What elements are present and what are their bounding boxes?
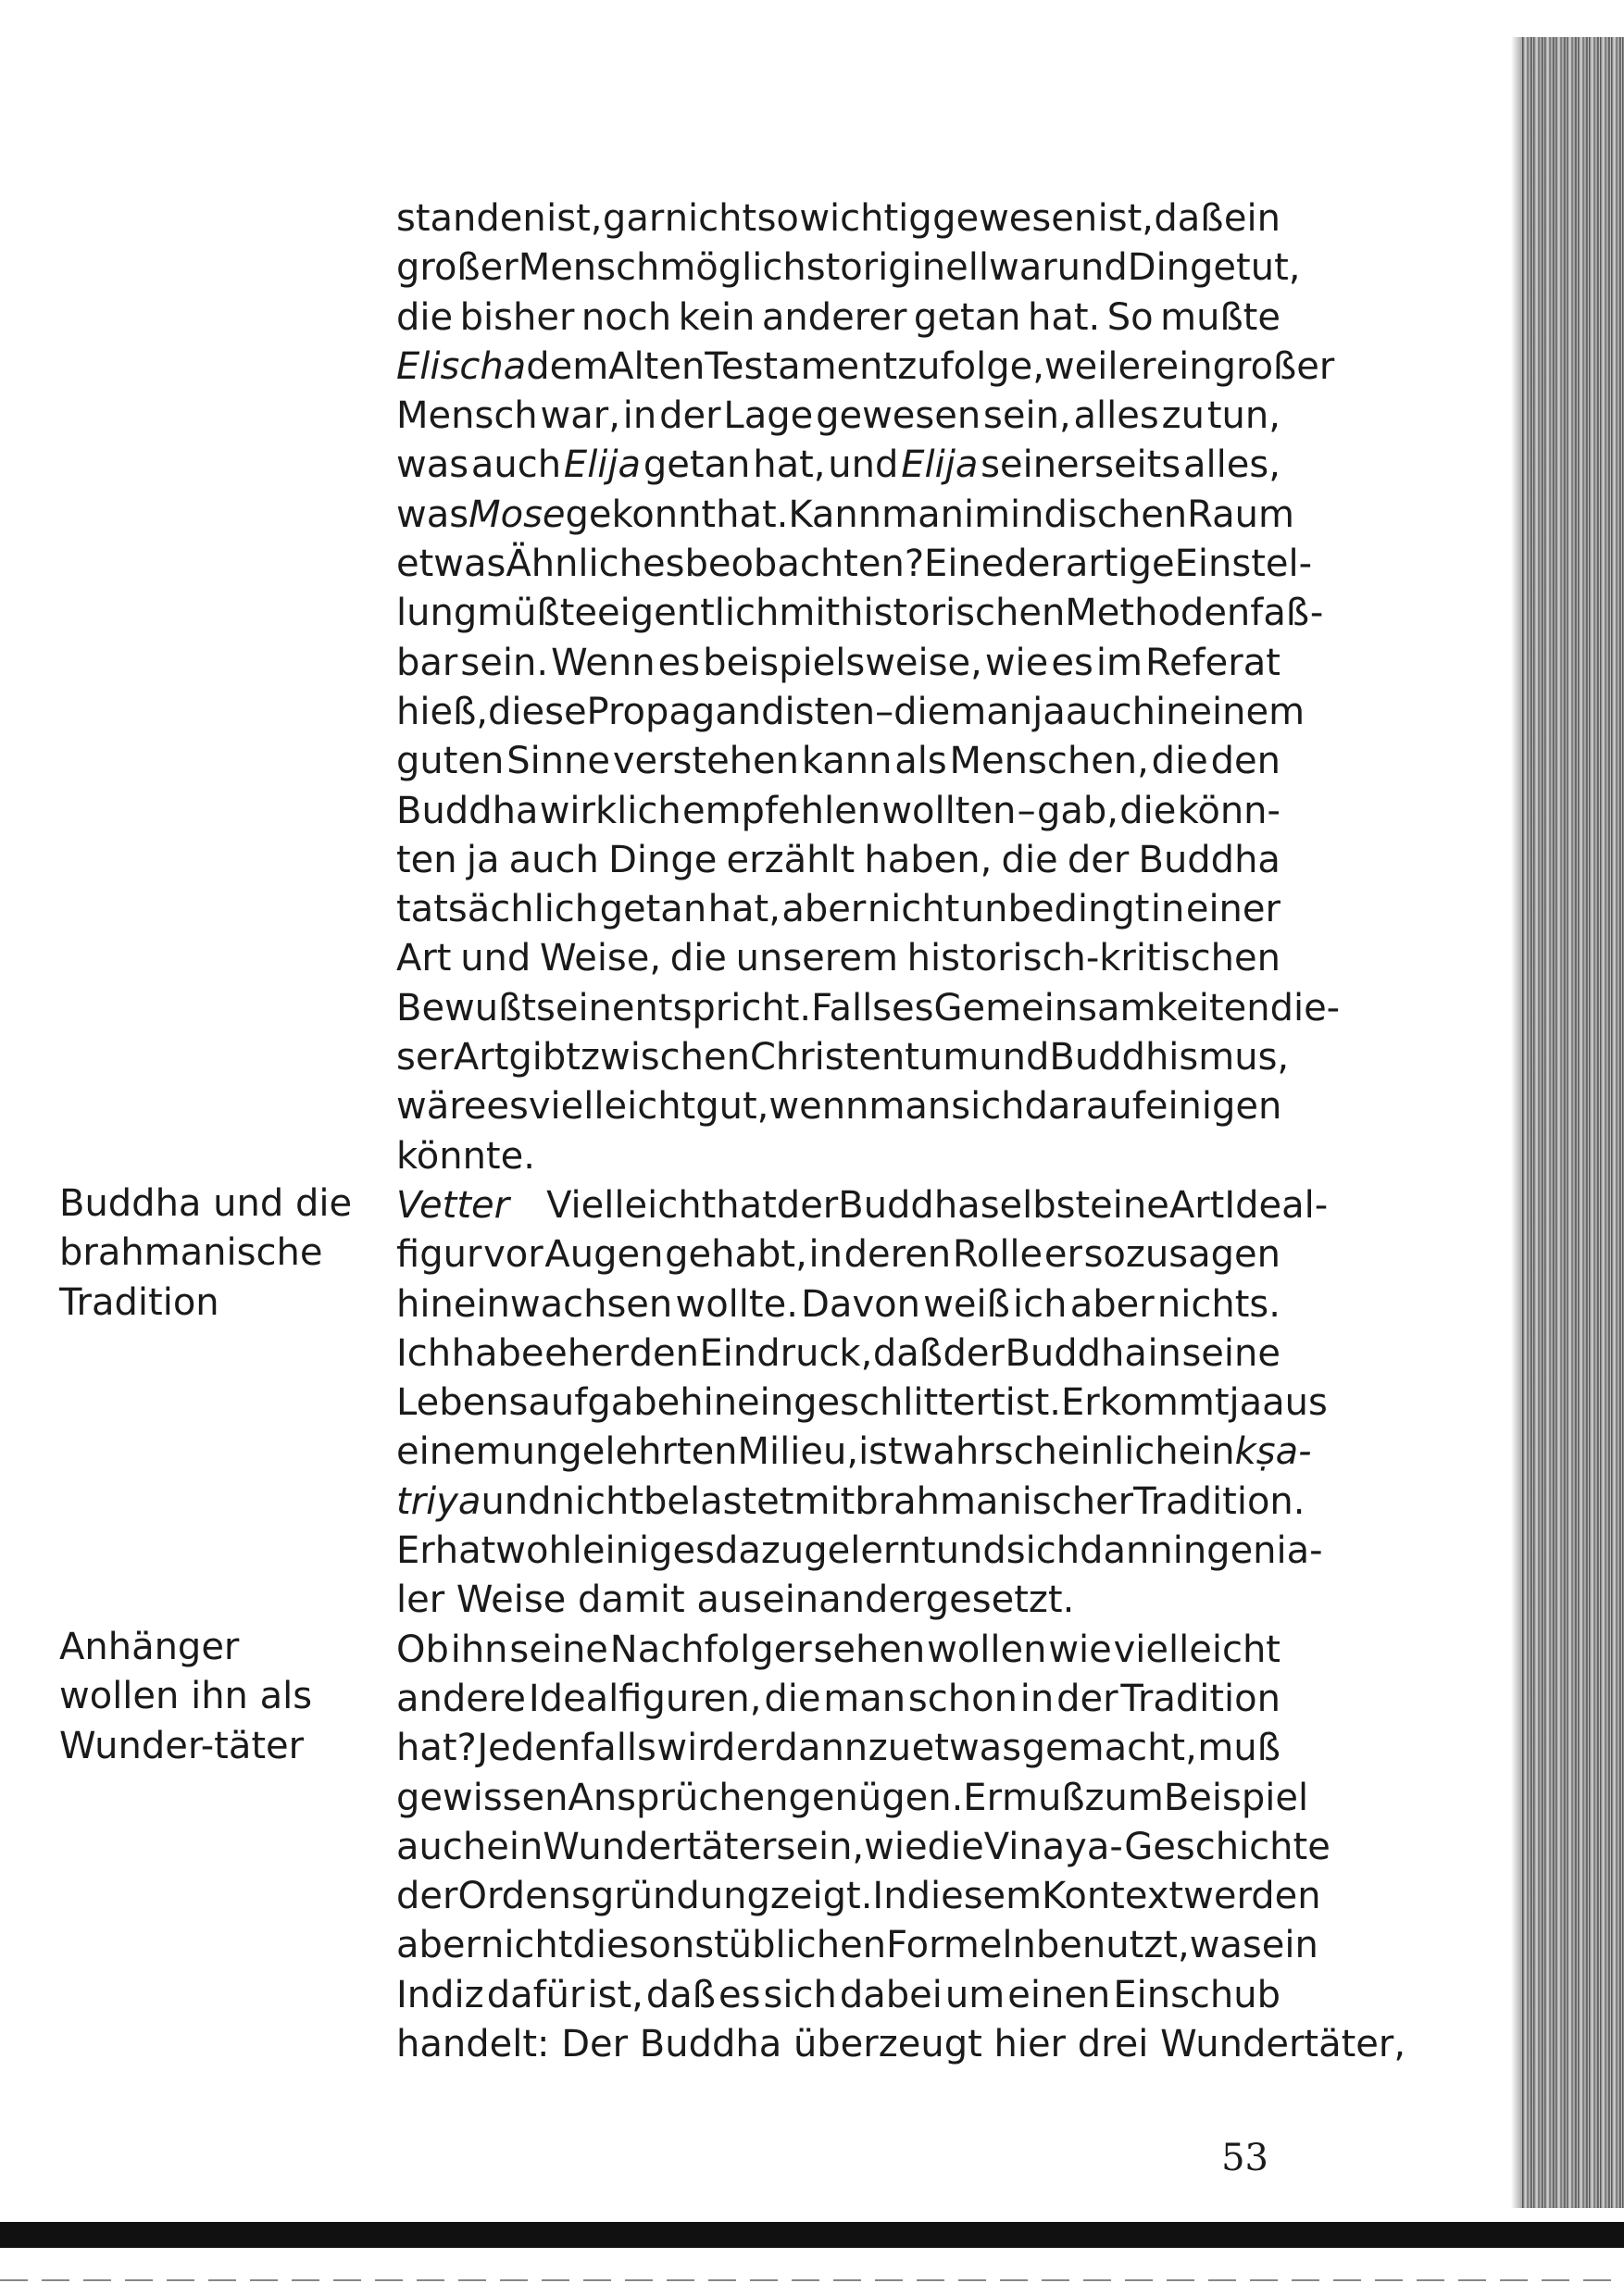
scan-bottom-rule	[0, 2279, 1624, 2281]
text-line: was Mose gekonnt hat. Kann man im indischen Raum	[396, 493, 1294, 536]
margin-note-wundertaeter: Anhänger wollen ihn als Wunder-täter	[59, 1626, 313, 1767]
text-line: etwas Ähnliches beobachten? Eine derartige Einstel-	[396, 543, 1313, 586]
text-line: könnte.	[396, 1134, 535, 1178]
text-line: Ich habe eher den Eindruck, daß der Buddha in seine	[396, 1331, 1280, 1375]
scan-bottom-bar	[0, 2222, 1624, 2248]
page-number: 53	[1221, 2137, 1268, 2179]
text-line: hineinwachsen wollte. Davon weiß ich aber nichts.	[396, 1282, 1280, 1326]
text-line: einem ungelehrten Milieu, ist wahrscheinlich ein kṣa-	[396, 1430, 1312, 1474]
text-line: standen ist, gar nicht so wichtig gewesen ist, daß ein	[396, 197, 1280, 240]
text-line: tatsächlich getan hat, aber nicht unbedingt in einer	[396, 888, 1280, 931]
text-line: Art und Weise, die unserem historisch-kritischen	[396, 937, 1280, 980]
text-line: Indiz dafür ist, daß es sich dabei um einen Einschub	[396, 1973, 1280, 2016]
text-line: Bewußtsein entspricht. Falls es Gemeinsamkeiten die-	[396, 986, 1341, 1029]
text-line: großer Mensch möglichst originell war und Dinge tut,	[396, 246, 1301, 290]
text-line: wäre es vielleicht gut, wenn man sich darauf einigen	[396, 1085, 1282, 1129]
text-line: handelt: Der Buddha überzeugt hier drei Wundertäter,	[396, 2022, 1406, 2065]
book-binding-edge	[1522, 37, 1624, 2208]
text-line: hieß, diese Propagandisten – die man ja auch in einem	[396, 690, 1305, 733]
text-line: triya und nicht belastet mit brahmanischer Tradition.	[396, 1479, 1305, 1523]
text-line: Ob ihn seine Nachfolger sehen wollen wie vielleicht	[396, 1628, 1280, 1671]
text-line: die bisher noch kein anderer getan hat. So mußte	[396, 295, 1280, 339]
text-line: hat? Jedenfalls wird er dann zu etwas gemacht, muß	[396, 1727, 1280, 1770]
text-line: ten ja auch Dinge erzählt haben, die der Buddha	[396, 838, 1280, 881]
text-line: figur vor Augen gehabt, in deren Rolle er sozusagen	[396, 1233, 1280, 1277]
text-line: Buddha wirklich empfehlen wollten – gab, die könn-	[396, 789, 1280, 832]
text-line: aber nicht die sonst üblichen Formeln benutzt, was ein	[396, 1924, 1318, 1967]
text-line: ser Art gibt zwischen Christentum und Buddhismus,	[396, 1036, 1290, 1079]
text-line: Mensch war, in der Lage gewesen sein, alles zu tun,	[396, 394, 1280, 438]
text-line: guten Sinne verstehen kann als Menschen, die den	[396, 740, 1280, 783]
text-line: Elischa dem Alten Testament zufolge, weil er ein großer	[396, 344, 1335, 388]
text-line: lung müßte eigentlich mit historischen Methoden faß-	[396, 592, 1324, 635]
text-line: Er hat wohl einiges dazugelernt und sich dann in genia-	[396, 1529, 1323, 1573]
text-line: auch ein Wundertäter sein, wie die Vinaya-Geschichte	[396, 1825, 1330, 1868]
text-line: bar sein. Wenn es beispielsweise, wie es im Referat	[396, 641, 1280, 684]
body-text	[396, 194, 1406, 2069]
margin-note-buddha-tradition: Buddha und die brahmanische Tradition	[59, 1182, 353, 1324]
text-line: gewissen Ansprüchen genügen. Er muß zum Beispiel	[396, 1776, 1309, 1819]
text-line: Lebensaufgabe hineingeschlittert ist. Er kommt ja aus	[396, 1381, 1328, 1425]
text-line: der Ordensgründung zeigt. In diesem Kontext werden	[396, 1875, 1321, 1918]
text-line: Vetter Vielleicht hat der Buddha selbst eine Art Ideal-	[396, 1183, 1329, 1227]
text-line: was auch Elija getan hat, und Elija seinerseits alles,	[396, 443, 1280, 487]
text-line: ler Weise damit auseinandergesetzt.	[396, 1578, 1075, 1622]
text-line: andere Idealfiguren, die man schon in der Tradition	[396, 1677, 1280, 1720]
